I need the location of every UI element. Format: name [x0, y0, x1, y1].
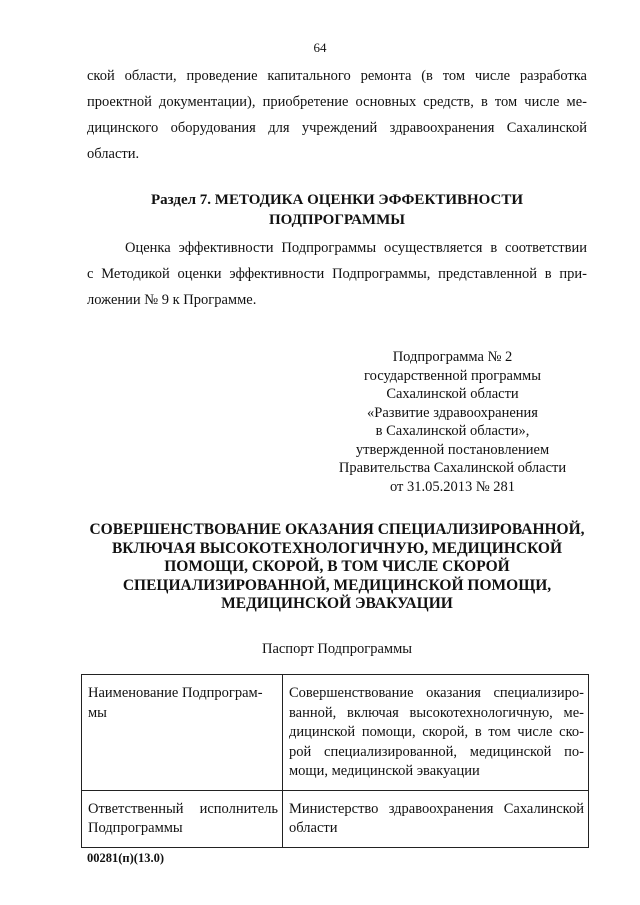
table-cell-value: [283, 790, 589, 847]
footer-code: 00281(п)(13.0): [87, 851, 164, 865]
approval-line: утвержденной постановлением: [355, 441, 550, 458]
cell-line: Наименование Подпрограм-: [88, 685, 263, 701]
cell-line: рой специализированной, медицинской по-: [289, 743, 584, 760]
paragraph-line: проектной документации), приобретение основных средств, в том числе ме-: [87, 94, 587, 110]
section-heading: [87, 190, 587, 230]
page-number: 64: [313, 40, 327, 55]
table-cell-label: [82, 675, 283, 791]
cell-line: дицинской помощи, скорой, в том числе ско-: [289, 724, 584, 740]
section-heading-line: Раздел 7. МЕТОДИКА ОЦЕНКИ ЭФФЕКТИВНОСТИ: [150, 192, 524, 208]
cell-line: области: [289, 820, 338, 836]
approval-block: [330, 348, 575, 496]
title-line: МЕДИЦИНСКОЙ ЭВАКУАЦИИ: [221, 595, 453, 612]
cell-line: Совершенствование оказания специализиро-: [289, 685, 584, 701]
title-line: ВКЛЮЧАЯ ВЫСОКОТЕХНОЛОГИЧНУЮ, МЕДИЦИНСКОЙ: [111, 539, 563, 557]
approval-line: Правительства Сахалинской области: [338, 460, 567, 476]
passport-heading: Паспорт Подпрограммы: [261, 641, 413, 657]
cell-line: Подпрограммы: [88, 820, 183, 836]
approval-line: государственной программы: [364, 367, 541, 384]
table-row: [82, 790, 589, 847]
passport-table: [81, 674, 589, 848]
approval-line: «Развитие здравоохранения: [367, 404, 538, 421]
paragraph-line: области.: [87, 146, 140, 162]
table-row: [82, 675, 589, 791]
title-line: СПЕЦИАЛИЗИРОВАННОЙ, МЕДИЦИНСКОЙ ПОМОЩИ,: [122, 576, 552, 594]
approval-line: от 31.05.2013 № 281: [389, 478, 516, 495]
title-line: ПОМОЩИ, СКОРОЙ, В ТОМ ЧИСЛЕ СКОРОЙ: [164, 558, 510, 575]
cell-line: Ответственный исполнитель: [88, 800, 278, 817]
section-heading-line: ПОДПРОГРАММЫ: [269, 212, 405, 228]
approval-line: в Сахалинской области»,: [375, 423, 530, 439]
table-cell-value: [283, 675, 589, 791]
title-line: СОВЕРШЕНСТВОВАНИЕ ОКАЗАНИЯ СПЕЦИАЛИЗИРОВАННОЙ,: [89, 521, 585, 538]
paragraph-line: ложении № 9 к Программе.: [87, 292, 257, 308]
cell-line: ванной, включая высокотехнологичную, ме-: [289, 704, 584, 721]
subprogram-title: [87, 521, 587, 614]
paragraph-line: с Методикой оценки эффективности Подпрограммы, представленной в при-: [87, 266, 587, 282]
paragraph-line: Оценка эффективности Подпрограммы осуществляется в соответствии: [125, 240, 587, 256]
paragraph-line: дицинского оборудования для учреждений здравоохранения Сахалинской: [87, 120, 587, 136]
table-cell-label: [82, 790, 283, 847]
paragraph-line: ской области, проведение капитального ремонта (в том числе разработка: [87, 68, 587, 84]
cell-line: мощи, медицинской эвакуации: [289, 763, 480, 779]
cell-line: мы: [88, 704, 107, 721]
cell-line: Министерство здравоохранения Сахалинской: [289, 800, 584, 817]
approval-line: Сахалинской области: [386, 386, 519, 402]
approval-line: Подпрограмма № 2: [392, 349, 513, 365]
